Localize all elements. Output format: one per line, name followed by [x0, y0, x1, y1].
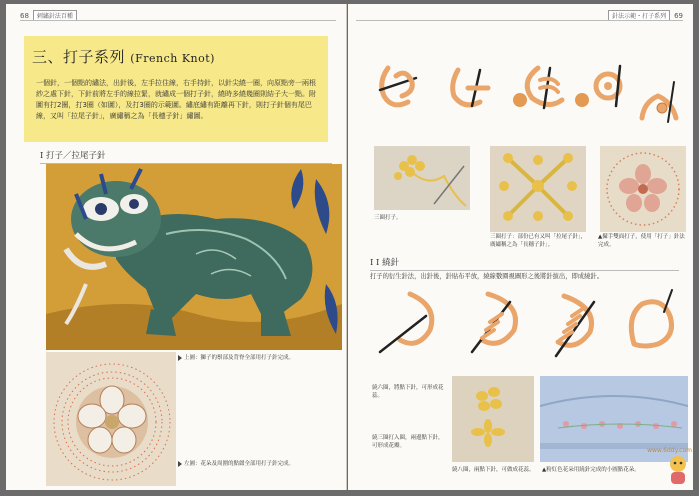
caption-marker-icon [178, 355, 182, 361]
right-header-rule [356, 20, 683, 21]
left-page [6, 4, 347, 490]
caption-wrap-three: 繞三圈打入圈，兩邊點下針，可形成花瓣。 [372, 435, 444, 449]
photo-wrapping-flowers [452, 376, 534, 462]
knot-step-1 [380, 68, 416, 105]
chapter-title [32, 46, 215, 67]
watermark: www.6ddy.com [647, 447, 692, 454]
wrap-step-4 [631, 290, 672, 346]
wrap-step-1 [380, 294, 432, 352]
caption-pink-flowers: ▲粉紅色花朵用繞針完成的小圓點花朵。 [542, 467, 640, 473]
chapter-title-main: 三、打子系列 [32, 48, 126, 66]
caption-flower-text: 左圖：花朵及周圍的點綴全部用打子針完成。 [184, 461, 295, 467]
caption-three-knots: 三圈打子。 [374, 215, 402, 221]
caption-lion-text: 上圖：獅子的鬃部及背脊全部用打子針完成。 [184, 355, 295, 361]
caption-double-sided-knots: ▲攝手雙面打子，使用「打子」針法完成。 [598, 234, 685, 248]
knot-step-2 [453, 70, 488, 106]
knot-result-2 [575, 93, 589, 107]
photo-three-knots [374, 146, 470, 210]
section-heading-wrapping-stitch: I I 繞針 [370, 258, 400, 268]
caption-lion [178, 354, 338, 362]
right-page [348, 4, 693, 490]
right-running-title: 針法示範・打子系列 [608, 10, 670, 21]
chapter-title-english: (French Knot) [130, 52, 215, 65]
knot-step-5 [642, 82, 676, 122]
left-running-title: 刺繡針法百種 [33, 10, 77, 21]
caption-wrap-eight: 繞八圈，兩點下針，可做成花蕊。 [452, 467, 535, 473]
wrap-step-3 [556, 296, 594, 356]
knot-result-1 [513, 93, 527, 107]
caption-tailed-knots: 三圈打子：部份已有又叫「拉尾子針」，廣繡稱之為「長穗子針」。 [490, 234, 587, 248]
french-knot-step-diagrams [372, 62, 692, 138]
caption-wrap-six: 繞六圈，將點下針，可形成花蕊。 [372, 385, 444, 399]
right-page-number: 69 [674, 11, 683, 20]
flower-embroidery-photo [46, 352, 176, 486]
knot-step-4 [596, 66, 620, 106]
wrapping-stitch-diagrams [372, 286, 682, 370]
left-page-number: 68 [20, 11, 29, 20]
intro-paragraph: 一個針，一個點的繡法，出針後，左手拉住線，右手持針，以針尖繞一圈，向原點旁一兩根紗之處下針，下針前將左手的線拉緊，就繡成一個打子針，繞時多繞幾圈則結子大一點。附圖有打2圈，打3圈（如圖），及打3圈的示範圖。繡底繡有距離再下針，則打子針個有尾巴線，又叫「拉尾子針」，廣繡稱之為「長穗子針」繡圖。 [36, 79, 316, 120]
section-rule [370, 270, 679, 271]
section-description: 打子的衍生針法，出針後，針貼布平放，繞線數圈視圖形之後將針拔出，即成繞針。 [370, 273, 603, 280]
wrap-step-2 [472, 294, 516, 352]
lion-embroidery-photo [46, 164, 342, 350]
logo-mascot-icon [666, 454, 690, 488]
section-heading-french-knot: I 打子／拉尾子針 [40, 151, 106, 161]
caption-marker-icon [178, 461, 182, 467]
knot-step-3 [527, 68, 562, 108]
left-header-rule [20, 20, 336, 21]
photo-double-sided-knots [600, 146, 686, 232]
photo-tailed-knots [490, 146, 586, 232]
caption-flower [178, 460, 338, 468]
